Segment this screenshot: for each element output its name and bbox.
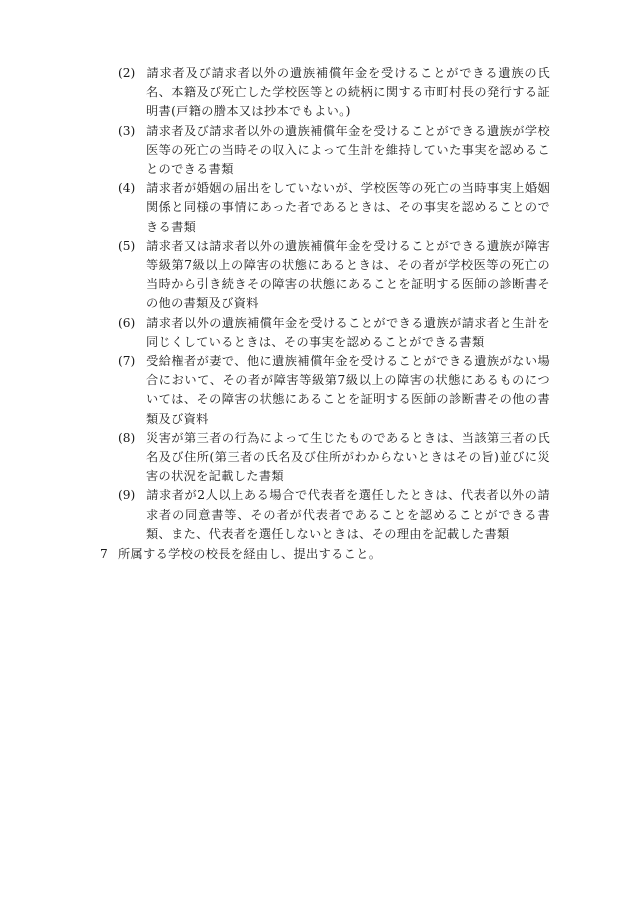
list-item-7 bbox=[118, 352, 550, 429]
item-number: (4) bbox=[118, 181, 136, 196]
item-number: (9) bbox=[118, 488, 136, 503]
item-text: 災害が第三者の行為によって生じたものであるときは、当該第三者の氏名及び住所(第三者の氏名及び住所がわからないときはその旨)並びに災害の状況を記載した書類 bbox=[146, 430, 550, 484]
document-body bbox=[100, 64, 550, 564]
section-text: 所属する学校の校長を経由し、提出すること。 bbox=[118, 547, 382, 562]
list-item-4 bbox=[118, 179, 550, 237]
list-item-3 bbox=[118, 122, 550, 180]
list-item-6 bbox=[118, 314, 550, 352]
item-text: 請求者又は請求者以外の遺族補償年金を受けることができる遺族が障害等級第7級以上の障害の状態にあるときは、その者が学校医等の死亡の当時から引き続きその障害の状態にあることを証明する医師の診断書その他の書類及び資料 bbox=[146, 238, 550, 311]
item-text: 請求者が婚姻の届出をしていないが、学校医等の死亡の当時事実上婚姻関係と同様の事情にあった者であるときは、その事実を認めることのできる書類 bbox=[146, 181, 550, 234]
section-number: 7 bbox=[100, 547, 109, 562]
item-number: (5) bbox=[118, 238, 136, 253]
item-text: 請求者が2人以上ある場合で代表者を選任したときは、代表者以外の請求者の同意書等、その者が代表者であることを認めることができる書類、また、代表者を選任しないときは、その理由を記載した書類 bbox=[146, 488, 550, 541]
item-number: (3) bbox=[118, 123, 136, 138]
item-text: 請求者及び請求者以外の遺族補償年金を受けることができる遺族の氏名、本籍及び死亡した学校医等との続柄に関する市町村長の発行する証明書(戸籍の謄本又は抄本でもよい。) bbox=[146, 66, 550, 119]
item-number: (7) bbox=[118, 354, 136, 369]
item-number: (6) bbox=[118, 315, 136, 330]
list-item-8 bbox=[118, 429, 550, 487]
section-item-7 bbox=[100, 545, 550, 564]
item-number: (8) bbox=[118, 430, 136, 445]
list-item-2 bbox=[118, 64, 550, 122]
list-item-9 bbox=[118, 486, 550, 544]
item-text: 請求者及び請求者以外の遺族補償年金を受けることができる遺族が学校医等の死亡の当時その収入によって生計を維持していた事実を認めることのできる書類 bbox=[146, 123, 550, 177]
item-text: 請求者以外の遺族補償年金を受けることができる遺族が請求者と生計を同じくしているときは、その事実を認めることができる書類 bbox=[146, 315, 550, 349]
item-number: (2) bbox=[118, 66, 136, 80]
item-text: 受給権者が妻で、他に遺族補償年金を受けることができる遺族がない場合において、その者が障害等級第7級以上の障害の状態にあるものについては、その障害の状態にあることを証明する医師の診断書その他の書類及び資料 bbox=[146, 354, 550, 426]
list-item-5 bbox=[118, 237, 550, 314]
